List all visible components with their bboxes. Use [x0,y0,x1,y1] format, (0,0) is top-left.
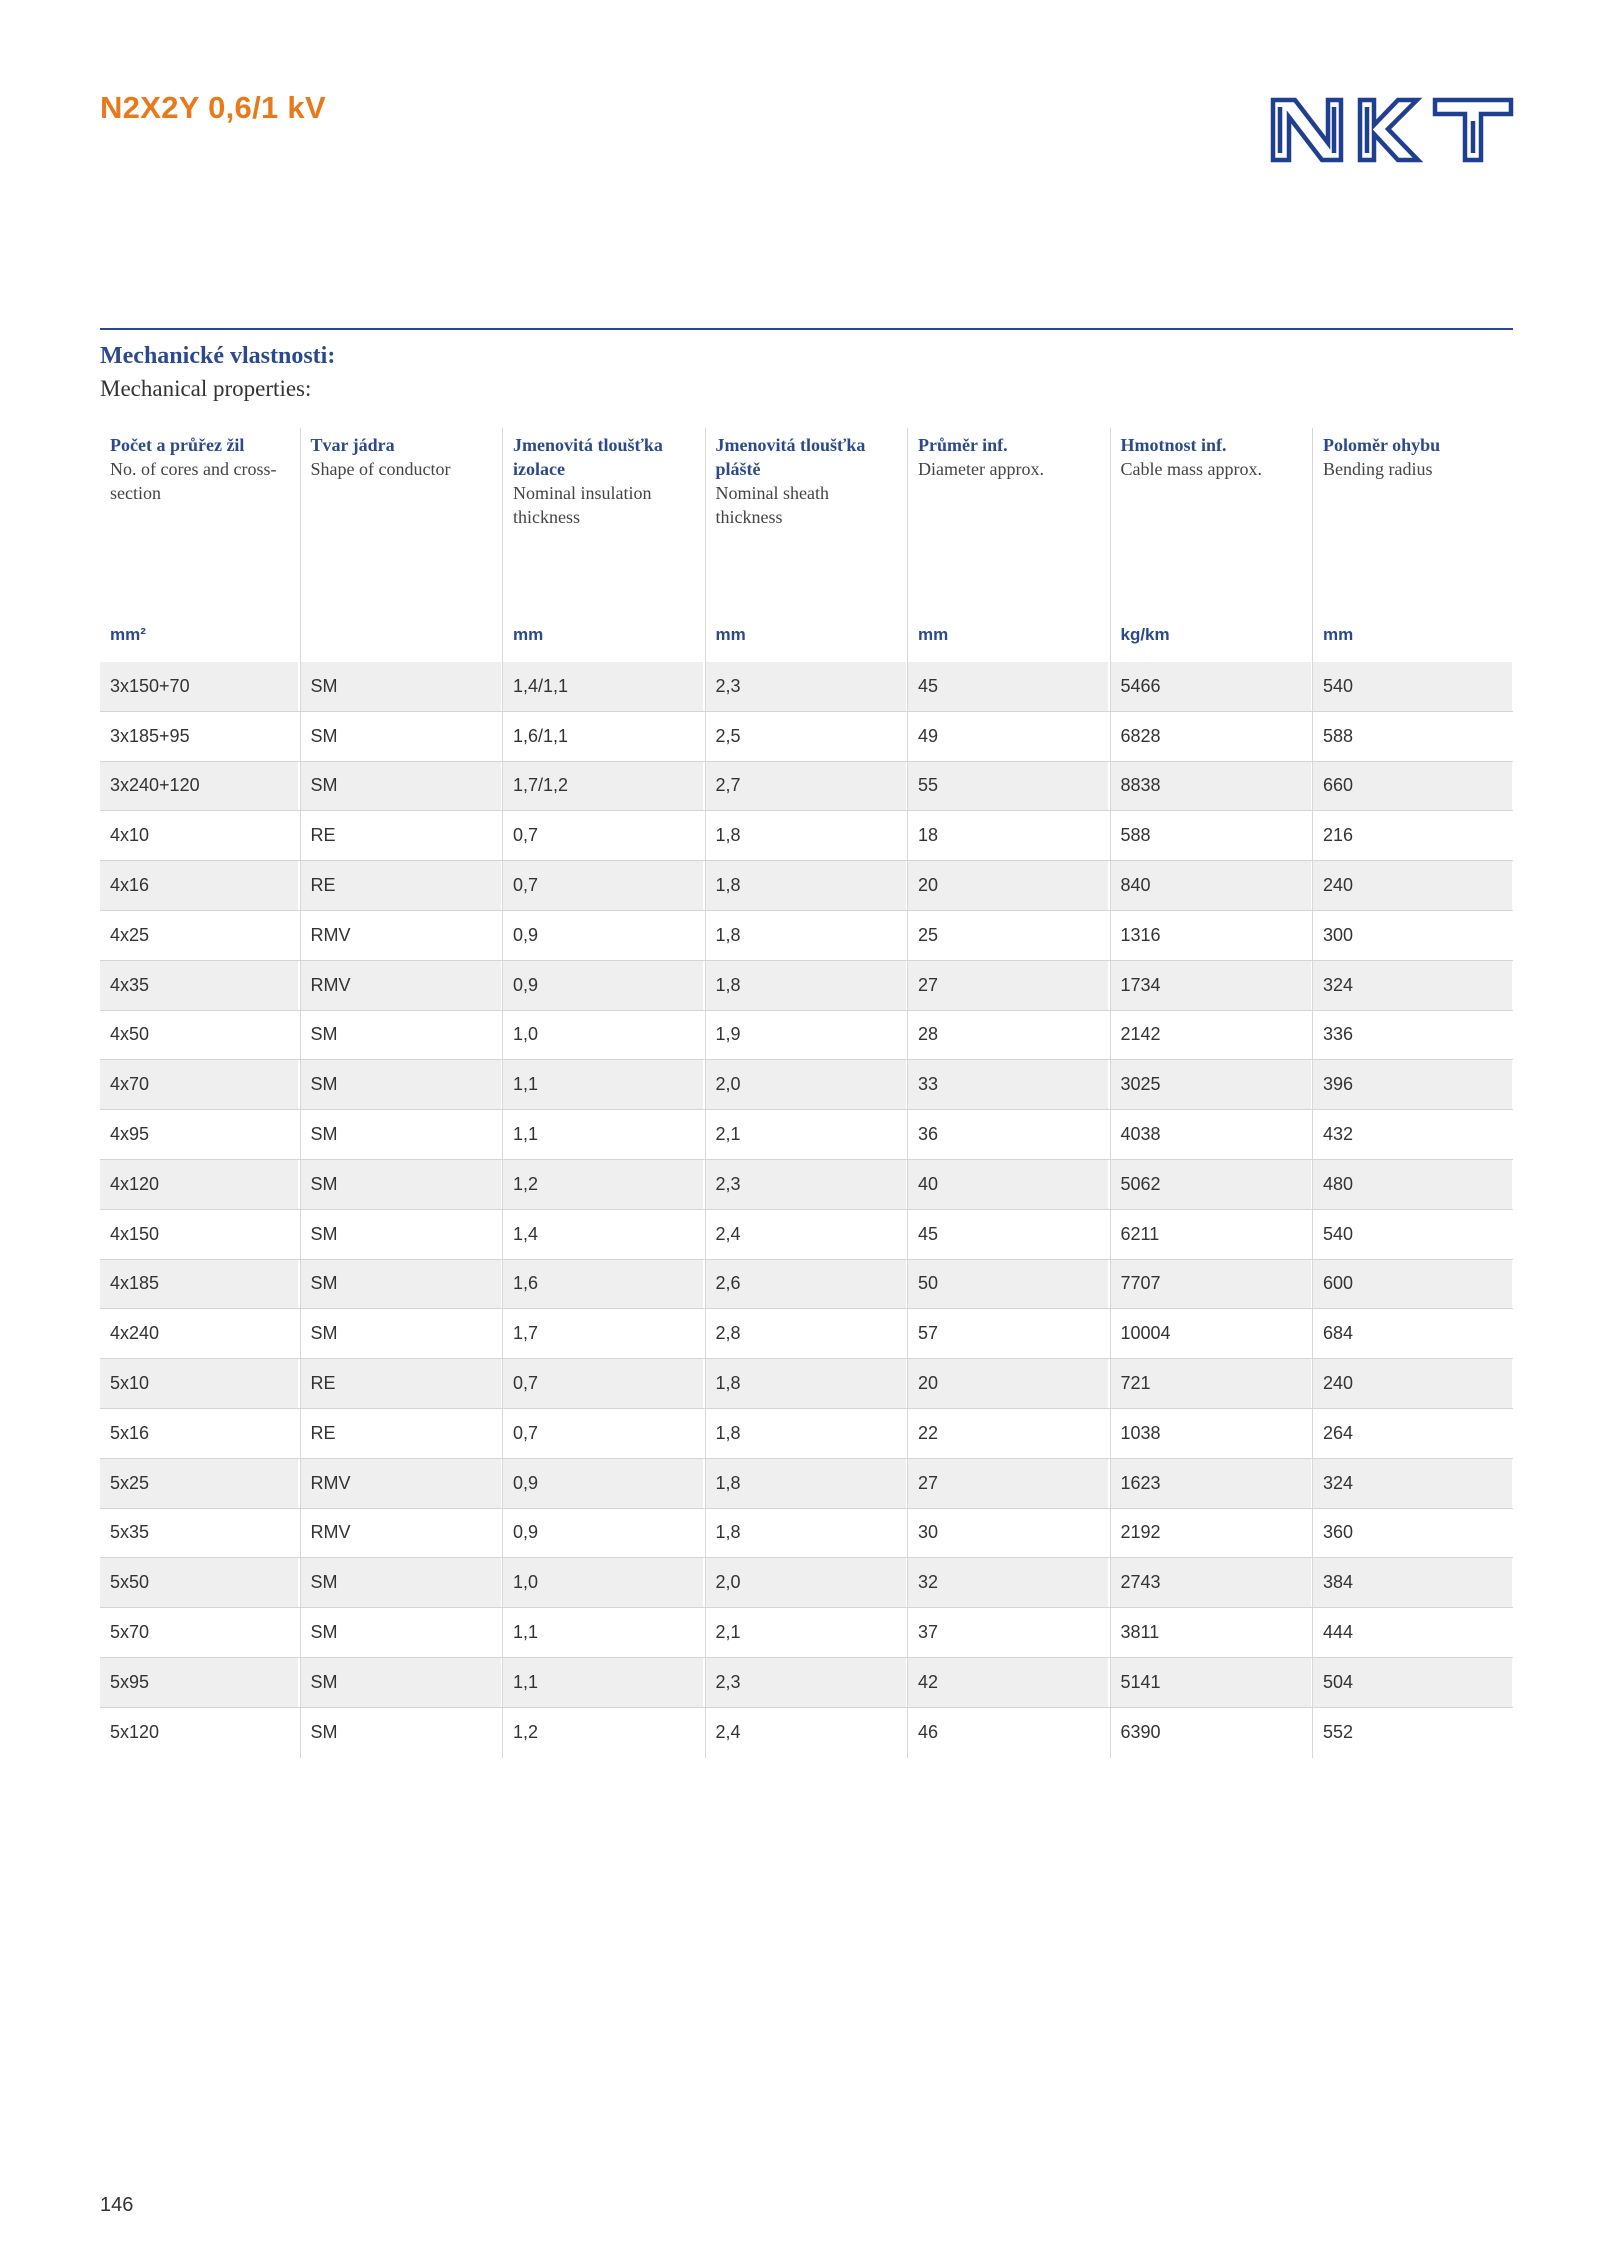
shape-cell: SM [300,1558,501,1607]
mass-cell: 1623 [1110,1459,1311,1508]
bending-radius-cell: 432 [1312,1110,1512,1159]
bending-radius-cell: 324 [1312,1459,1512,1508]
cores-cell: 4x35 [100,961,298,1010]
bending-radius-cell: 444 [1312,1608,1512,1657]
diameter-cell: 45 [907,1210,1108,1259]
cores-cell: 5x35 [110,1522,150,1543]
shape-cell: SM [300,1110,501,1159]
table-row [100,1309,1513,1359]
diameter-cell: 22 [907,1409,1108,1458]
mass-cell: 5141 [1110,1658,1311,1707]
sheath-cell: 1,8 [705,1509,906,1558]
column-title-cz: Tvar jádra [310,435,395,455]
insulation-cell: 1,1 [502,1110,703,1159]
bending-radius-cell: 540 [1312,1210,1512,1259]
cores-cell: 4x150 [110,1223,160,1244]
bending-radius-cell: 588 [1312,712,1512,761]
bending-radius-cell: 360 [1312,1509,1512,1558]
diameter-cell: 37 [907,1608,1108,1657]
diameter-cell: 55 [907,762,1108,811]
cores-cell: 5x95 [100,1658,298,1707]
column-header-insulation [502,428,703,662]
table-row [100,1459,1513,1509]
sheath-cell: 1,8 [705,1409,906,1458]
table-row [100,712,1513,762]
column-title-en: No. of cores and cross-section [110,459,277,503]
insulation-cell: 0,9 [502,1459,703,1508]
cores-cell: 4x25 [110,924,150,945]
mass-cell: 3025 [1110,1060,1311,1109]
document-title: N2X2Y 0,6/1 kV [100,90,326,125]
mass-cell: 588 [1110,811,1311,860]
bending-radius-cell: 216 [1312,811,1512,860]
diameter-cell: 46 [907,1708,1108,1758]
shape-cell: SM [300,662,501,711]
sheath-cell: 2,0 [705,1558,906,1607]
insulation-cell: 0,9 [502,961,703,1010]
mass-cell: 2743 [1110,1558,1311,1607]
bending-radius-cell: 240 [1312,861,1512,910]
table-row [100,1060,1513,1110]
mass-cell: 1038 [1110,1409,1311,1458]
insulation-cell: 1,4/1,1 [502,662,703,711]
shape-cell: SM [300,712,501,761]
column-header-sheath [705,428,906,662]
table-row [100,1160,1513,1210]
table-row [100,861,1513,911]
sheath-cell: 1,8 [705,911,906,960]
insulation-cell: 1,0 [502,1011,703,1060]
shape-cell: SM [300,1260,501,1309]
column-title-cz: Počet a průřez žil [110,435,245,455]
insulation-cell: 0,7 [502,861,703,910]
mass-cell: 6211 [1110,1210,1311,1259]
mass-cell: 7707 [1110,1260,1311,1309]
sheath-cell: 2,4 [705,1708,906,1758]
bending-radius-cell: 660 [1312,762,1512,811]
section-title: Mechanické vlastnosti: [100,343,336,369]
column-title-en: Nominal sheath thickness [715,483,829,527]
bending-radius-cell: 324 [1312,961,1512,1010]
shape-cell: SM [300,1060,501,1109]
insulation-cell: 1,1 [502,1608,703,1657]
shape-cell: SM [300,1608,501,1657]
column-title-en: Nominal insulation thickness [513,483,652,527]
sheath-cell: 2,3 [705,662,906,711]
bending-radius-cell: 336 [1312,1011,1512,1060]
cores-cell: 4x95 [110,1124,150,1145]
cores-cell: 5x120 [110,1722,160,1743]
mass-cell: 10004 [1110,1309,1311,1358]
diameter-cell: 50 [907,1260,1108,1309]
column-title-cz: Průměr inf. [918,435,1008,455]
insulation-cell: 1,6/1,1 [502,712,703,761]
shape-cell: SM [300,1160,501,1209]
shape-cell: RE [300,1409,501,1458]
diameter-cell: 40 [907,1160,1108,1209]
column-title-cz: Jmenovitá tloušťka izolace [513,435,663,479]
bending-radius-cell: 396 [1312,1060,1512,1109]
insulation-cell: 0,7 [502,1359,703,1408]
insulation-cell: 1,4 [502,1210,703,1259]
column-title-cz: Hmotnost inf. [1120,435,1227,455]
diameter-cell: 36 [907,1110,1108,1159]
mass-cell: 8838 [1110,762,1311,811]
shape-cell: SM [300,762,501,811]
insulation-cell: 1,1 [502,1060,703,1109]
diameter-cell: 20 [907,861,1108,910]
column-header-cores [100,428,298,662]
shape-cell: RE [300,1359,501,1408]
sheath-cell: 2,3 [705,1658,906,1707]
bending-radius-cell: 480 [1312,1160,1512,1209]
table-row [100,1260,1513,1310]
insulation-cell: 1,0 [502,1558,703,1607]
column-unit: mm [918,625,949,644]
shape-cell: RMV [300,911,501,960]
sheath-cell: 2,6 [705,1260,906,1309]
cores-cell: 5x10 [100,1359,298,1408]
mass-cell: 840 [1110,861,1311,910]
table-row [100,1708,1513,1758]
mass-cell: 1734 [1110,961,1311,1010]
table-row [100,1608,1513,1658]
nkt-logo [1270,97,1514,163]
shape-cell: SM [300,1309,501,1358]
shape-cell: RE [300,861,501,910]
bending-radius-cell: 600 [1312,1260,1512,1309]
insulation-cell: 1,7 [502,1309,703,1358]
mass-cell: 3811 [1110,1608,1311,1657]
cores-cell: 4x240 [110,1323,160,1344]
column-title-en: Diameter approx. [918,459,1044,479]
diameter-cell: 28 [907,1011,1108,1060]
bending-radius-cell: 684 [1312,1309,1512,1358]
table-row [100,762,1513,812]
sheath-cell: 1,8 [705,811,906,860]
sheath-cell: 2,1 [705,1608,906,1657]
table-body [100,662,1513,1758]
sheath-cell: 2,1 [705,1110,906,1159]
bending-radius-cell: 264 [1312,1409,1512,1458]
cores-cell: 4x50 [110,1024,150,1045]
diameter-cell: 30 [907,1509,1108,1558]
cores-cell: 3x185+95 [110,725,190,746]
diameter-cell: 27 [907,961,1108,1010]
cores-cell: 3x240+120 [100,762,298,811]
mass-cell: 6390 [1110,1708,1311,1758]
sheath-cell: 2,3 [705,1160,906,1209]
cores-cell: 4x120 [100,1160,298,1209]
insulation-cell: 1,6 [502,1260,703,1309]
diameter-cell: 18 [907,811,1108,860]
shape-cell: RE [300,811,501,860]
mass-cell: 2192 [1110,1509,1311,1558]
insulation-cell: 1,2 [502,1708,703,1758]
mass-cell: 6828 [1110,712,1311,761]
diameter-cell: 49 [907,712,1108,761]
bending-radius-cell: 504 [1312,1658,1512,1707]
diameter-cell: 27 [907,1459,1108,1508]
diameter-cell: 33 [907,1060,1108,1109]
table-header [100,428,1513,662]
mass-cell: 721 [1110,1359,1311,1408]
table-row [100,1558,1513,1608]
mass-cell: 5062 [1110,1160,1311,1209]
column-header-bending-radius [1312,428,1512,662]
section-divider [100,328,1513,330]
shape-cell: RMV [300,1509,501,1558]
table-row [100,1509,1513,1559]
page-number: 146 [100,2194,134,2216]
diameter-cell: 25 [907,911,1108,960]
sheath-cell: 1,9 [705,1011,906,1060]
table-row [100,961,1513,1011]
cores-cell: 5x25 [100,1459,298,1508]
cores-cell: 3x150+70 [100,662,298,711]
column-title-cz: Poloměr ohybu [1323,435,1441,455]
table-row [100,811,1513,861]
cores-cell: 4x16 [100,861,298,910]
diameter-cell: 20 [907,1359,1108,1408]
bending-radius-cell: 384 [1312,1558,1512,1607]
shape-cell: RMV [300,1459,501,1508]
column-unit: mm [513,625,544,644]
cores-cell: 4x70 [100,1060,298,1109]
sheath-cell: 1,8 [705,1459,906,1508]
sheath-cell: 2,5 [705,712,906,761]
mechanical-properties-table [100,428,1513,1758]
table-row [100,911,1513,961]
column-title-en: Shape of conductor [310,459,451,479]
table-row [100,1011,1513,1061]
column-header-mass [1110,428,1311,662]
cores-cell: 5x16 [110,1422,150,1443]
bending-radius-cell: 552 [1312,1708,1512,1758]
diameter-cell: 57 [907,1309,1108,1358]
column-unit: kg/km [1120,625,1170,644]
sheath-cell: 1,8 [705,961,906,1010]
column-unit: mm² [110,625,146,644]
cores-cell: 5x70 [110,1622,150,1643]
insulation-cell: 0,9 [502,1509,703,1558]
table-row [100,1210,1513,1260]
mass-cell: 1316 [1110,911,1311,960]
sheath-cell: 2,0 [705,1060,906,1109]
table-row [100,1359,1513,1409]
insulation-cell: 0,7 [502,1409,703,1458]
bending-radius-cell: 540 [1312,662,1512,711]
sheath-cell: 2,8 [705,1309,906,1358]
column-header-diameter [907,428,1108,662]
mass-cell: 4038 [1110,1110,1311,1159]
diameter-cell: 32 [907,1558,1108,1607]
section-subtitle: Mechanical properties: [100,376,312,401]
cores-cell: 4x10 [110,825,150,846]
column-header-shape [300,428,501,662]
column-unit: mm [715,625,746,644]
cores-cell: 4x185 [100,1260,298,1309]
shape-cell: SM [300,1658,501,1707]
cores-cell: 5x50 [100,1558,298,1607]
shape-cell: SM [300,1708,501,1758]
column-title-en: Bending radius [1323,459,1433,479]
column-unit: mm [1323,625,1354,644]
bending-radius-cell: 240 [1312,1359,1512,1408]
table-row [100,1409,1513,1459]
insulation-cell: 1,7/1,2 [502,762,703,811]
sheath-cell: 2,7 [705,762,906,811]
sheath-cell: 1,8 [705,861,906,910]
mass-cell: 2142 [1110,1011,1311,1060]
shape-cell: RMV [300,961,501,1010]
shape-cell: SM [300,1210,501,1259]
insulation-cell: 1,1 [502,1658,703,1707]
diameter-cell: 42 [907,1658,1108,1707]
column-title-en: Cable mass approx. [1120,459,1262,479]
table-row [100,1110,1513,1160]
insulation-cell: 0,7 [502,811,703,860]
insulation-cell: 1,2 [502,1160,703,1209]
shape-cell: SM [300,1011,501,1060]
mass-cell: 5466 [1110,662,1311,711]
column-title-cz: Jmenovitá tloušťka pláště [715,435,866,479]
table-row [100,1658,1513,1708]
sheath-cell: 1,8 [705,1359,906,1408]
insulation-cell: 0,9 [502,911,703,960]
diameter-cell: 45 [907,662,1108,711]
table-row [100,662,1513,712]
bending-radius-cell: 300 [1312,911,1512,960]
sheath-cell: 2,4 [705,1210,906,1259]
